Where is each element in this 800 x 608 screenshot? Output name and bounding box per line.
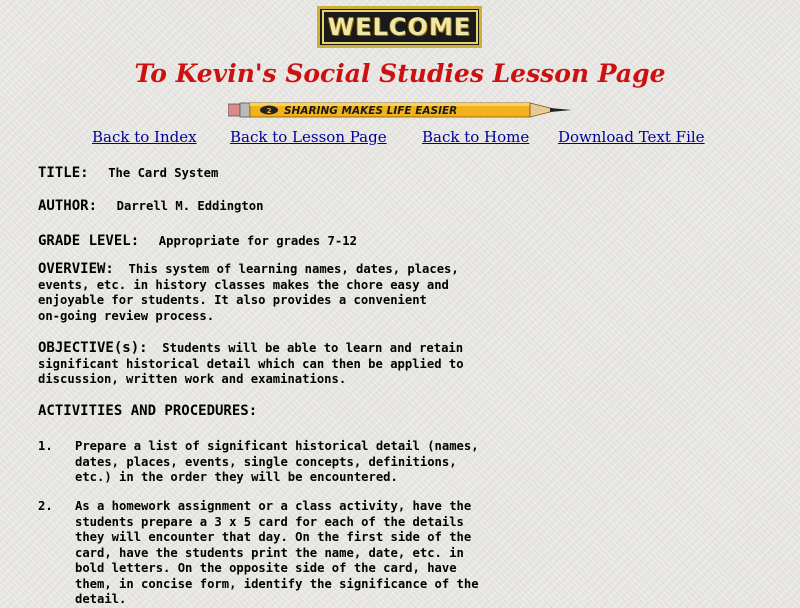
author-row xyxy=(38,195,263,214)
back-to-lesson-page-link[interactable]: Back to Lesson Page xyxy=(230,128,387,146)
grade-row xyxy=(38,230,357,249)
grade-value: Appropriate for grades 7-12 xyxy=(158,234,357,248)
page-title: To Kevin's Social Studies Lesson Page xyxy=(134,59,666,88)
pencil-ferrule xyxy=(240,103,250,117)
objective-text: Students will be able to learn and retain significant historical detail which can then be applied to discussion, written work and examinations. xyxy=(38,341,464,386)
overview-section xyxy=(38,262,558,324)
grade-label: GRADE LEVEL: xyxy=(38,233,140,249)
overview-label: OVERVIEW: xyxy=(38,261,114,277)
overview-text: This system of learning names, dates, places, events, etc. in history classes makes the chore easy and enjoyable for students. It also provides a convenient on-going review process. xyxy=(38,262,459,323)
list-item-text: Prepare a list of significant historical detail (names, dates, places, events, single concepts, definitions, etc.) in the order they will be encountered. xyxy=(75,439,479,484)
banner-text: SHARING MAKES LIFE EASIER xyxy=(284,105,458,117)
title-row xyxy=(38,162,218,181)
list-item-text: As a homework assignment or a class activity, have the students prepare a 3 x 5 card for each of the details they will encounter that day. On the first side of the card, have the students print the name, date, etc. in bold letters. On the opposite side of the card, have them, in concise form, identify the significance of the detail. xyxy=(75,499,479,606)
author-value: Darrell M. Eddington xyxy=(116,199,264,213)
activities-heading: ACTIVITIES AND PROCEDURES: xyxy=(38,403,258,419)
back-to-index-link[interactable]: Back to Index xyxy=(92,128,197,146)
pencil-lead xyxy=(550,108,572,112)
author-label: AUTHOR: xyxy=(38,198,98,214)
list-item-number: 2. xyxy=(38,499,53,513)
welcome-logo-text: WELCOME xyxy=(322,10,478,44)
pencil-eraser xyxy=(228,104,240,116)
title-value: The Card System xyxy=(108,166,219,180)
download-text-file-link[interactable]: Download Text File xyxy=(558,128,705,146)
back-to-home-link[interactable]: Back to Home xyxy=(422,128,530,146)
pencil-banner xyxy=(228,101,572,119)
welcome-logo-frame xyxy=(317,6,482,48)
welcome-logo xyxy=(317,6,482,48)
list-item-number: 1. xyxy=(38,439,53,453)
objective-label: OBJECTIVE(s): xyxy=(38,340,148,356)
pencil-number: 2 xyxy=(266,107,272,115)
objective-section xyxy=(38,341,558,388)
nav-bar xyxy=(0,128,800,148)
title-label: TITLE: xyxy=(38,165,89,181)
